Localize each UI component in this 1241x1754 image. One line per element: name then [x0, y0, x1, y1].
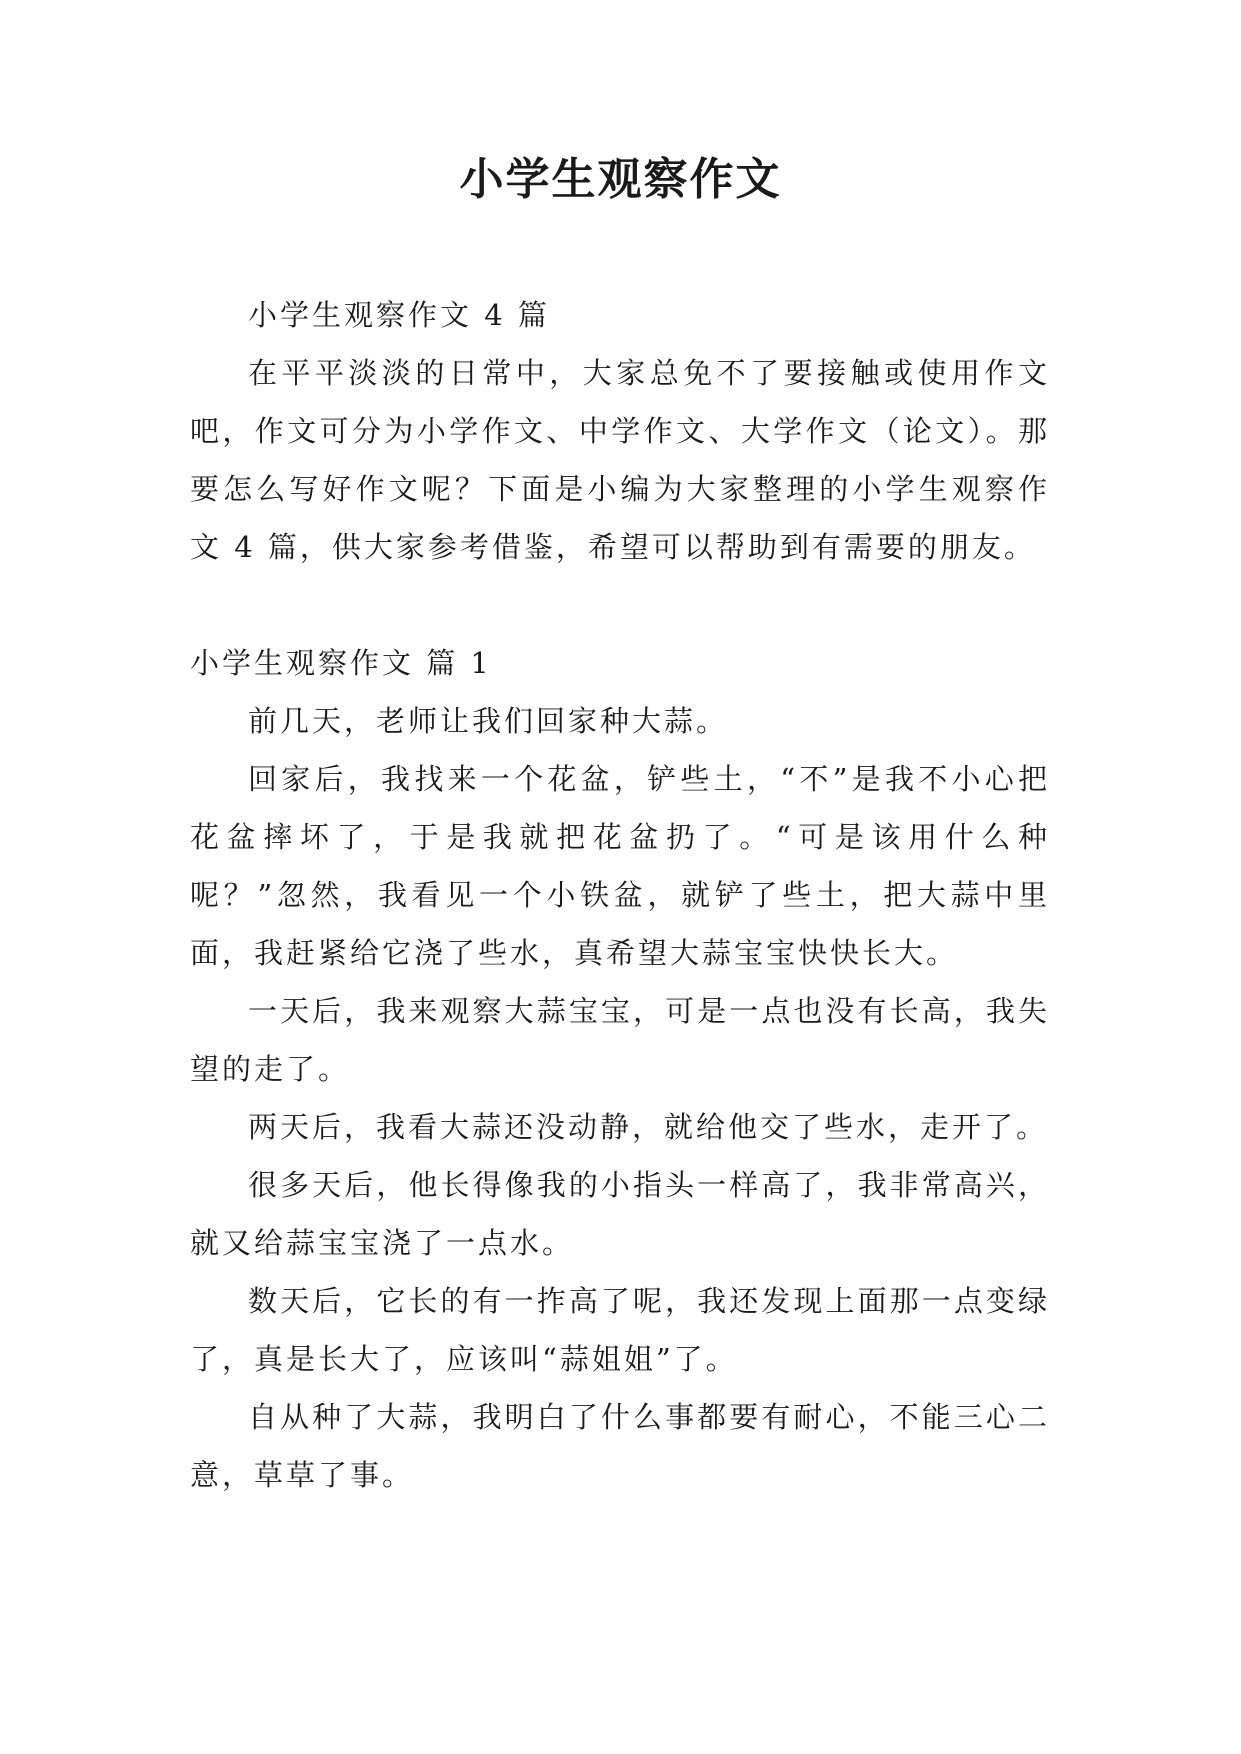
body-paragraph: 自从种了大蒜，我明白了什么事都要有耐心，不能三心二意，草草了事。 — [190, 1400, 1050, 1492]
intro-paragraph: 在平平淡淡的日常中，大家总免不了要接触或使用作文吧，作文可分为小学作文、中学作文、大学作文（论文）。那要怎么写好作文呢？下面是小编为大家整理的小学生观察作文 4 篇，供大家参考借鉴，希望可以帮助到有需要的朋友。 — [190, 356, 1050, 564]
document-subtitle: 小学生观察作文 4 篇 — [248, 298, 550, 332]
body-paragraph: 很多天后，他长得像我的小指头一样高了，我非常高兴，就又给蒜宝宝浇了一点水。 — [190, 1168, 1050, 1260]
section-heading: 小学生观察作文 篇 1 — [190, 646, 492, 680]
body-paragraph: 两天后，我看大蒜还没动静，就给他交了些水，走开了。 — [248, 1110, 1049, 1144]
body-paragraph: 前几天，老师让我们回家种大蒜。 — [248, 704, 729, 738]
body-paragraph: 一天后，我来观察大蒜宝宝，可是一点也没有长高，我失望的走了。 — [190, 994, 1050, 1086]
document-body — [190, 286, 1050, 1504]
document-title: 小学生观察作文 — [459, 154, 782, 205]
body-paragraph: 回家后，我找来一个花盆，铲些土，“不”是我不小心把花盆摔坏了，于是我就把花盆扔了。“可是该用什么种呢？”忽然，我看见一个小铁盆，就铲了些土，把大蒜中里面，我赶紧给它浇了些水，真希望大蒜宝宝快快长大。 — [190, 762, 1050, 970]
body-paragraph: 数天后，它长的有一拃高了呢，我还发现上面那一点变绿了，真是长大了，应该叫“蒜姐姐”了。 — [190, 1284, 1050, 1376]
